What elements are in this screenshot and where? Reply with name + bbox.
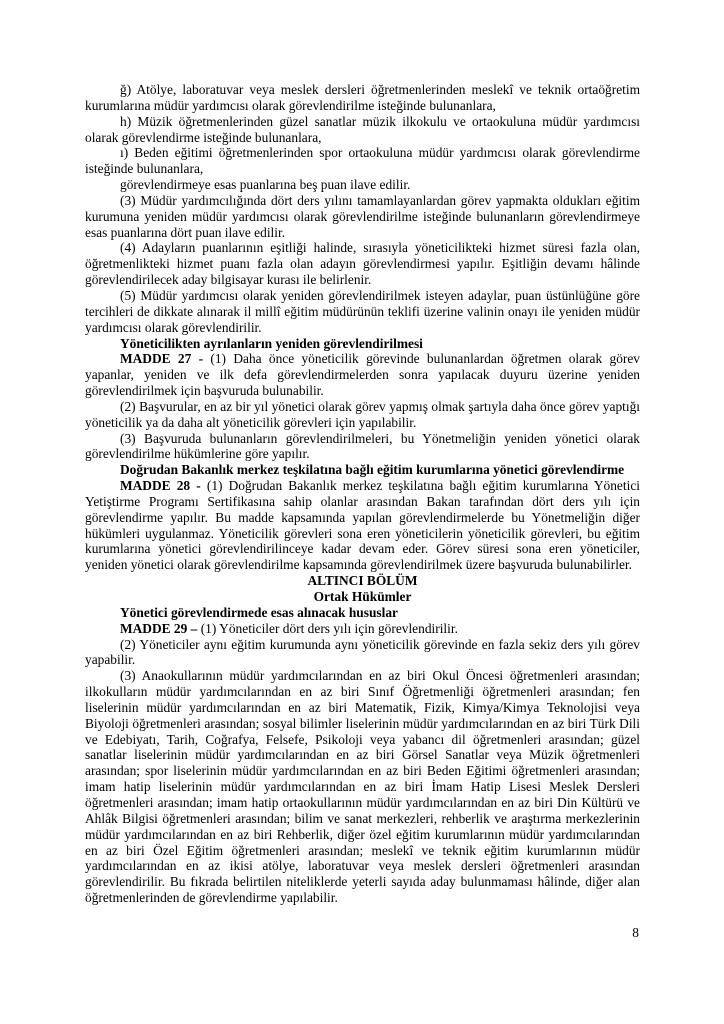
section-heading: Yönetici görevlendirmede esas alınacak hususlar <box>120 604 398 620</box>
paragraph: (5) Müdür yardımcısı olarak yeniden görevlendirilmek isteyen adaylar, puan üstünlüğüne göre tercihleri de dikkate alınarak il millî eğitim müdürünün teklifi üzerine valinin onayı ile yeniden müdür yardımcısı olarak görevlendirilir. <box>85 287 640 335</box>
paragraph: (3) Başvuruda bulunanların görevlendirilmeleri, bu Yönetmeliğin yeniden yönetici olarak görevlendirilme hükümlerine göre yapılır. <box>85 430 640 462</box>
section-heading: Doğrudan Bakanlık merkez teşkilatına bağlı eğitim kurumlarına yönetici görevlendirme <box>120 462 625 478</box>
page-footer <box>632 925 639 941</box>
page-number: 8 <box>632 925 639 940</box>
paragraph: görevlendirmeye esas puanlarına beş puan ilave edilir. <box>120 177 411 193</box>
article-number: MADDE 29 – <box>120 620 198 636</box>
paragraph: ı) Beden eğitimi öğretmenlerinden spor ortaokuluna müdür yardımcısı olarak görevlendirme isteğinde bulunanlara, <box>85 145 640 177</box>
paragraph: MADDE 28 - (1) Doğrudan Bakanlık merkez teşkilatına bağlı eğitim kurumlarına Yönetici Yetiştirme Programı Sertifikasına sahip olanlar arasından Bakan tarafından dört ders yılı için görevlendirme yapılır. Bu madde kapsamında yapılan görevlendirmelerde bu Yönetmeliğin diğer hükümleri uygulanmaz. Yöneticilik görevleri sona eren yöneticilerin yöneticilik görevleri, bu eğitim kurumlarına yönetici görevlendirilinceye kadar devam eder. Görev süresi sona eren yöneticiler, yeniden yönetici olarak görevlendirilme kapsamında görevlendirilmek üzere başvuruda bulunabilirler. <box>85 478 640 573</box>
paragraph: MADDE 27 - (1) Daha önce yöneticilik görevinde bulunanlardan öğretmen olarak görev yapanlar, yeniden ve ilk defa görevlendirmelerden sonra yapılacak duyuru üzerine yeniden görevlendirilmek için başvuruda bulunabilir. <box>85 351 640 399</box>
paragraph: (4) Adayların puanlarının eşitliği halinde, sırasıyla yöneticilikteki hizmet süresi fazla olan, öğretmenlikteki hizmet puanı fazla olan adayın görevlendirmesi yapılır. Eşitliğin devamı hâlinde görevlendirilecek aday bilgisayar kurası ile belirlenir. <box>85 240 640 288</box>
article-number: MADDE 27 - <box>120 351 204 367</box>
paragraph: (3) Anaokullarının müdür yardımcılarından en az biri Okul Öncesi öğretmenleri arasından; ilkokulların müdür yardımcılarından en az biri Sınıf Öğretmenliği öğretmenleri arasından; fen liselerinin müdür yardımcılarından en az biri Matematik, Fizik, Kimya/Kimya Teknolojisi veya Biyoloji öğretmenleri arasından; sosyal bilimler liselerinin müdür yardımcılarından en az biri Türk Dili ve Edebiyatı, Tarih, Coğrafya, Felsefe, Psikoloji veya yabancı dil öğretmenleri arasından; güzel sanatlar liselerinin müdür yardımcılarından en az biri Görsel Sanatlar veya Müzik öğretmenleri arasından; spor liselerinin müdür yardımcılarından en az biri Beden Eğitimi öğretmenleri arasından; imam hatip liselerinin müdür yardımcılarından en az biri İmam Hatip Lisesi Meslek Dersleri öğretmenleri arasından; imam hatip ortaokullarının müdür yardımcılarından en az biri Din Kültürü ve Ahlâk Bilgisi öğretmenleri arasından; bilim ve sanat merkezleri, rehberlik ve araştırma merkezlerinin müdür yardımcılarından en az biri Rehberlik, diğer özel eğitim kurumlarının müdür yardımcılarından en az biri Özel Eğitim öğretmenleri arasından; meslekî ve teknik eğitim kurumlarının müdür yardımcılarından en az ikisi atölye, laboratuvar veya meslek dersleri öğretmenleri arasından görevlendirilir. Bu fıkrada belirtilen niteliklerde yeterli sayıda aday bulunmaması hâlinde, diğer alan öğretmenlerinden de görevlendirme yapılabilir. <box>85 668 640 906</box>
article-number: MADDE 28 - <box>120 478 201 494</box>
paragraph: (2) Başvurular, en az bir yıl yönetici olarak görev yapmış olmak şartıyla daha önce görev yaptığı yöneticilik ya da daha alt yöneticilik görevleri için yapılabilir. <box>85 398 640 430</box>
paragraph: (2) Yöneticiler aynı eğitim kurumunda aynı yöneticilik görevinde en fazla sekiz ders yılı görev yapabilir. <box>85 636 640 668</box>
chapter-heading: ALTINCI BÖLÜM <box>307 573 418 589</box>
page-body <box>85 82 640 906</box>
paragraph: MADDE 29 – (1) Yöneticiler dört ders yılı için görevlendirilir. <box>120 620 458 636</box>
paragraph: ğ) Atölye, laboratuvar veya meslek dersleri öğretmenlerinden meslekî ve teknik ortaöğretim kurumlarına müdür yardımcısı olarak görevlendirilme isteğinde bulunanlara, <box>85 82 640 113</box>
paragraph: (3) Müdür yardımcılığında dört ders yılını tamamlayanlardan görev yapmakta oldukları eğitim kurumuna yeniden müdür yardımcısı olarak görevlendirilme isteğinde bulunanların görevlendirmeye esas puanlarına dört puan ilave edilir. <box>85 192 640 240</box>
paragraph: h) Müzik öğretmenlerinden güzel sanatlar müzik ilkokulu ve ortaokuluna müdür yardımcısı olarak görevlendirme isteğinde bulunanlara, <box>85 113 640 145</box>
section-heading: Yöneticilikten ayrılanların yeniden görevlendirilmesi <box>120 335 423 351</box>
chapter-heading: Ortak Hükümler <box>313 589 412 604</box>
